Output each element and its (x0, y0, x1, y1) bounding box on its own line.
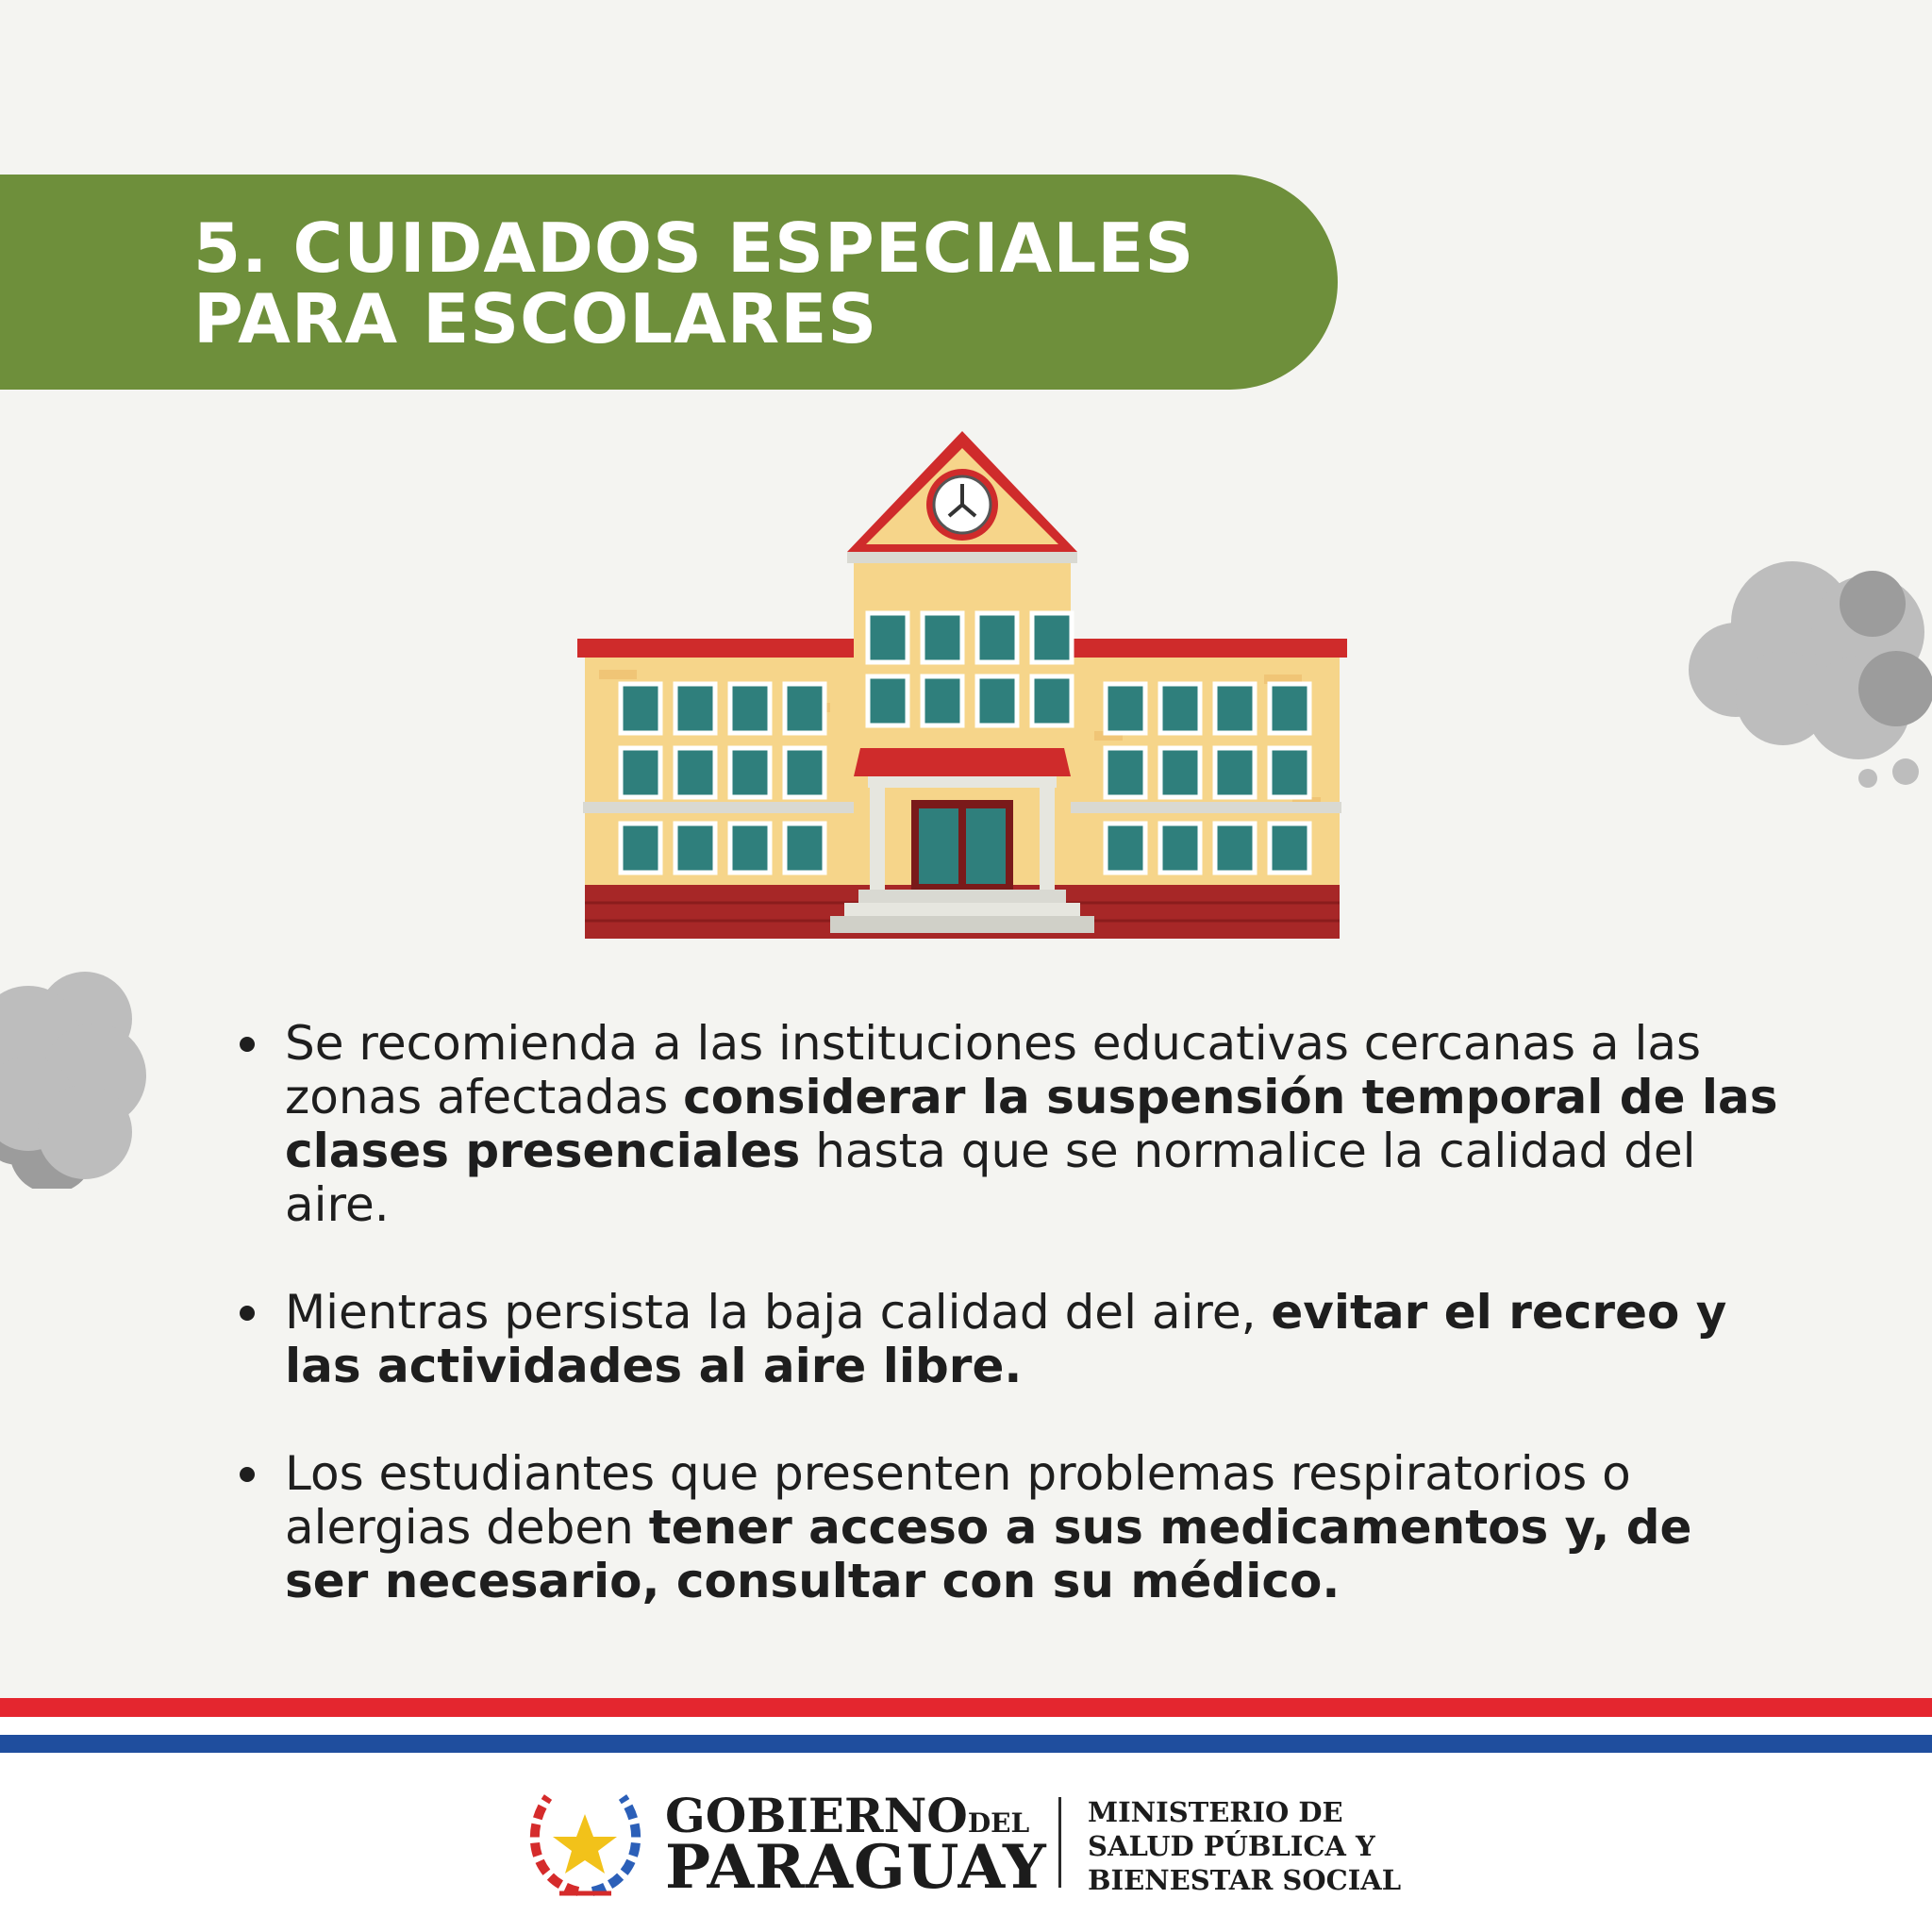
flag-stripe-blue (0, 1735, 1932, 1753)
smoke-cloud-icon (0, 962, 160, 1189)
flag-stripe-red (0, 1698, 1932, 1717)
bullet-dot (240, 1037, 255, 1052)
smoke-cloud-icon (1679, 547, 1932, 792)
ministry-line-1: MINISTERIO DE (1088, 1796, 1343, 1828)
list-item (236, 1017, 1783, 1232)
bullet-dot (240, 1306, 255, 1321)
list-item (236, 1447, 1783, 1608)
flag-stripe-white (0, 1717, 1932, 1735)
bullet-text: Se recomienda a las instituciones educativas cercanas a las zonas afectadas considerar la suspensión temporal de las clases presenciales hasta que se normalice la calidad del aire. (285, 1016, 1778, 1232)
ministry-line-3: BIENESTAR SOCIAL (1088, 1864, 1402, 1896)
school-building-icon (566, 420, 1358, 948)
government-name-line-2: PARAGUAY (665, 1832, 1047, 1903)
page-title-line-1: 5. CUIDADOS ESPECIALES (193, 208, 1195, 288)
bullet-text: Los estudiantes que presenten problemas respiratorios o alergias deben tener acceso a sus medicamentos y, de ser necesario, consultar con su médico. (285, 1446, 1692, 1608)
government-name-line-1: GOBIERNODEL (665, 1788, 1030, 1843)
ministry-name (1088, 1795, 1401, 1897)
bullet-dot (240, 1467, 255, 1482)
government-seal-icon (522, 1788, 649, 1901)
page-title-line-2: PARA ESCOLARES (193, 279, 878, 358)
list-item (236, 1286, 1783, 1393)
bullet-text: Mientras persista la baja calidad del aire, evitar el recreo y las actividades al aire libre. (285, 1285, 1727, 1393)
bullet-list (236, 1017, 1783, 1608)
ministry-line-2: SALUD PÚBLICA Y (1088, 1830, 1375, 1862)
footer-divider (1058, 1797, 1061, 1888)
